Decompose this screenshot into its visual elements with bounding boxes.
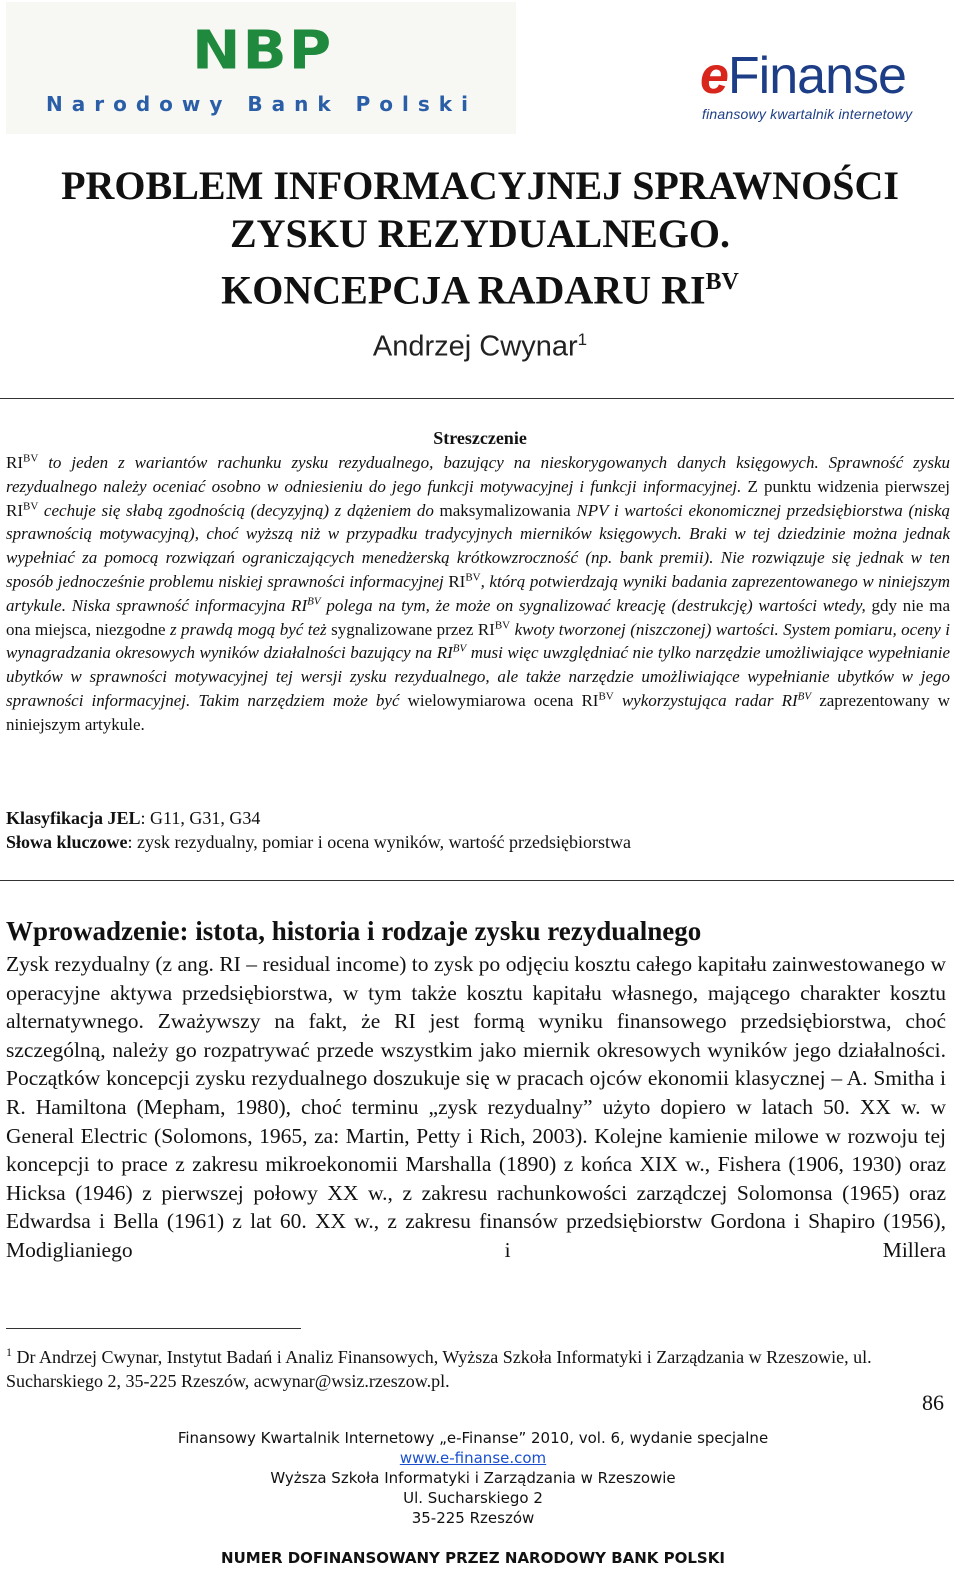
journal-footer-line: Wyższa Szkoła Informatyki i Zarządzania w Rzeszowie xyxy=(270,1469,676,1487)
abstract-run: wielowymiarowa ocena RI xyxy=(407,690,599,710)
journal-website-link[interactable]: www.e-finanse.com xyxy=(399,1449,547,1467)
divider-top xyxy=(0,398,954,399)
abstract-sup: BV xyxy=(452,642,467,655)
author-footnote-mark: 1 xyxy=(577,330,588,349)
efinanse-logo-title xyxy=(700,46,906,106)
abstract-run: Z punktu widzenia pierwszej RI xyxy=(6,476,951,520)
footnote-divider xyxy=(6,1328,301,1329)
abstract-run: sygnalizowane przez RI xyxy=(331,619,495,639)
abstract-run: RI xyxy=(6,453,23,472)
abstract-sup: BV xyxy=(598,690,614,703)
abstract-run: zaprezentowany w niniejszym artykule. xyxy=(6,690,950,734)
abstract-run: , którą potwierdzają wyniki badania zaprezentowanego w niniejszym artykule. Niska sprawność informacyjna RI xyxy=(6,571,950,615)
keywords-label: Słowa kluczowe xyxy=(6,832,128,852)
journal-footer-line: 35-225 Rzeszów xyxy=(411,1509,535,1527)
intro-paragraph: Zysk rezydualny (z ang. RI – residual income) to zysk po odjęciu kosztu całego kapitału zainwestowanego w operacyjne aktywa przedsiębiorstwa, w tym także kosztu kapitału własnego, mającego charakter kosztu alternatywnego. Zważywszy na fakt, że RI jest formą wyniku finansowego przedsiębiorstwa, choć szczególną, należy go rozpatrywać przede wszystkim jako miernik okresowych wyników jego działalności. Początków koncepcji zysku rezydualnego doszukuje się w pracach ojców ekonomii klasycznej – A. Smitha i R. Hamiltona (Mepham, 1980), choć terminu „zysk rezydualny” użyto dopiero w latach 50. XX w. w General Electric (Solomons, 1965, za: Martin, Petty i Rich, 2003). Kolejne kamienie milowe w rozwoju tej koncepcji to prace z zakresu mikroekonomii Marshalla (1890) z końca XIX w., Fishera (1906, 1930) oraz Hicksa (1946) z pierwszej połowy XX w., z zakresu rachunkowości zarządczej Solomonsa (1965) oraz Edwardsa i Bella (1961) z lat 60. XX w., z zakresu finansów przedsiębiorstw Gordona i Shapiro (1956), Modiglianiego i Millera xyxy=(6,952,946,1262)
keywords-value: : zysk rezydualny, pomiar i ocena wyników, wartość przedsiębiorstwa xyxy=(127,832,632,852)
keywords xyxy=(6,830,946,854)
abstract-run: gdy nie ma ona miejsca, niezgodne xyxy=(6,595,950,639)
efinanse-logo-word: Finanse xyxy=(727,47,906,105)
nbp-logo xyxy=(6,2,516,134)
abstract-sup: BV xyxy=(307,595,321,608)
abstract-run: NPV i wartości ekonomicznej przedsiębiorstwa (niską sprawnością motywacyjną), choć wyższą niż w przypadku tradycyjnych mierników księgowych. Braki w tej dziedzinie można jednak wypełniać za pomocą rozwiązań ograniczających menedżerską krótkowzroczność (np. bank premii). Nie rozwiązuje się jednak w ten sposób jednocześnie problemu niskiej sprawności informacyjnej xyxy=(6,500,950,591)
article-title xyxy=(0,162,960,314)
abstract-sup: BV xyxy=(23,499,39,512)
abstract-run: cechuje się słabą zgodnością (decyzyjną) z dążeniem do xyxy=(38,500,440,520)
efinanse-logo xyxy=(700,46,950,136)
title-line-3 xyxy=(0,258,960,314)
author-name-text: Andrzej Cwynar xyxy=(372,330,578,363)
title-superscript: BV xyxy=(705,269,739,295)
page-number: 86 xyxy=(922,1390,944,1415)
nbp-logo-mark: NBP xyxy=(192,18,334,82)
footnote xyxy=(6,1340,906,1393)
nbp-logo-name: Narodowy Bank Polski xyxy=(46,92,477,116)
abstract-run: RI xyxy=(448,571,466,591)
section-heading: Wprowadzenie: istota, historia i rodzaje zysku rezydualnego xyxy=(6,916,702,946)
abstract-run: maksymalizowania xyxy=(439,500,571,520)
abstract-sup: BV xyxy=(465,571,481,584)
title-line-2: ZYSKU REZYDUALNEGO. xyxy=(229,211,731,256)
funding-note: NUMER DOFINANSOWANY PRZEZ NARODOWY BANK POLSKI xyxy=(221,1549,725,1567)
abstract-sup: BV xyxy=(23,452,39,465)
journal-footer xyxy=(0,1428,946,1528)
abstract-sup: BV xyxy=(494,618,511,631)
title-line-1: PROBLEM INFORMACYJNEJ SPRAWNOŚCI xyxy=(61,163,899,208)
abstract-text xyxy=(6,451,950,737)
footnote-text: Dr Andrzej Cwynar, Instytut Badań i Analiz Finansowych, Wyższa Szkoła Informatyki i Zarządzania w Rzeszowie, ul. Sucharskiego 2, 35-225 Rzeszów, acwynar@wsiz.rzeszow.pl. xyxy=(6,1347,872,1391)
efinanse-logo-tagline: finansowy kwartalnik internetowy xyxy=(702,106,913,122)
abstract-run: wykorzystująca radar RI xyxy=(613,690,798,710)
author-name xyxy=(0,330,960,364)
abstract-run: kwoty tworzonej (niszczonej) wartości. System pomiaru, oceny i wynagradzania okresowych wyników działalności bazujący na RI xyxy=(6,619,950,663)
abstract-sup: BV xyxy=(797,690,812,703)
abstract-run: to jeden z wariantów rachunku zysku rezydualnego, bazujący na nieskorygowanych danych księgowych. Sprawność zysku rezydualnego należy oceniać osobno w odniesieniu do jego funkcji motywacyjnej i funkcji informacyjnej. xyxy=(6,453,950,496)
abstract-heading: Streszczenie xyxy=(433,428,527,448)
jel-classification xyxy=(6,806,946,830)
jel-label: Klasyfikacja JEL xyxy=(6,808,141,828)
abstract-run: polega na tym, że może on sygnalizować kreację (destrukcję) wartości wtedy, xyxy=(320,595,872,615)
abstract-run: musi więc uwzględniać nie tylko narzędzie umożliwiające wypełnianie ubytków w sprawności motywacyjnej tej wersji zysku rezydualnego, ale także narzędzie umożliwiające wypełnianie ubytków w jego sprawności informacyjnej. Takim narzędziem może być xyxy=(6,643,950,710)
journal-footer-line: Finansowy Kwartalnik Internetowy „e-Finanse” 2010, vol. 6, wydanie specjalne xyxy=(177,1429,769,1447)
jel-value: : G11, G31, G34 xyxy=(140,808,261,828)
abstract-run: z prawdą mogą być też xyxy=(165,619,332,639)
journal-footer-line: Ul. Sucharskiego 2 xyxy=(403,1489,543,1507)
title-line-3-text: KONCEPCJA RADARU RI xyxy=(221,267,706,313)
footnote-mark: 1 xyxy=(6,1345,12,1359)
divider-bottom xyxy=(0,880,954,881)
efinanse-logo-e: e xyxy=(700,47,728,105)
